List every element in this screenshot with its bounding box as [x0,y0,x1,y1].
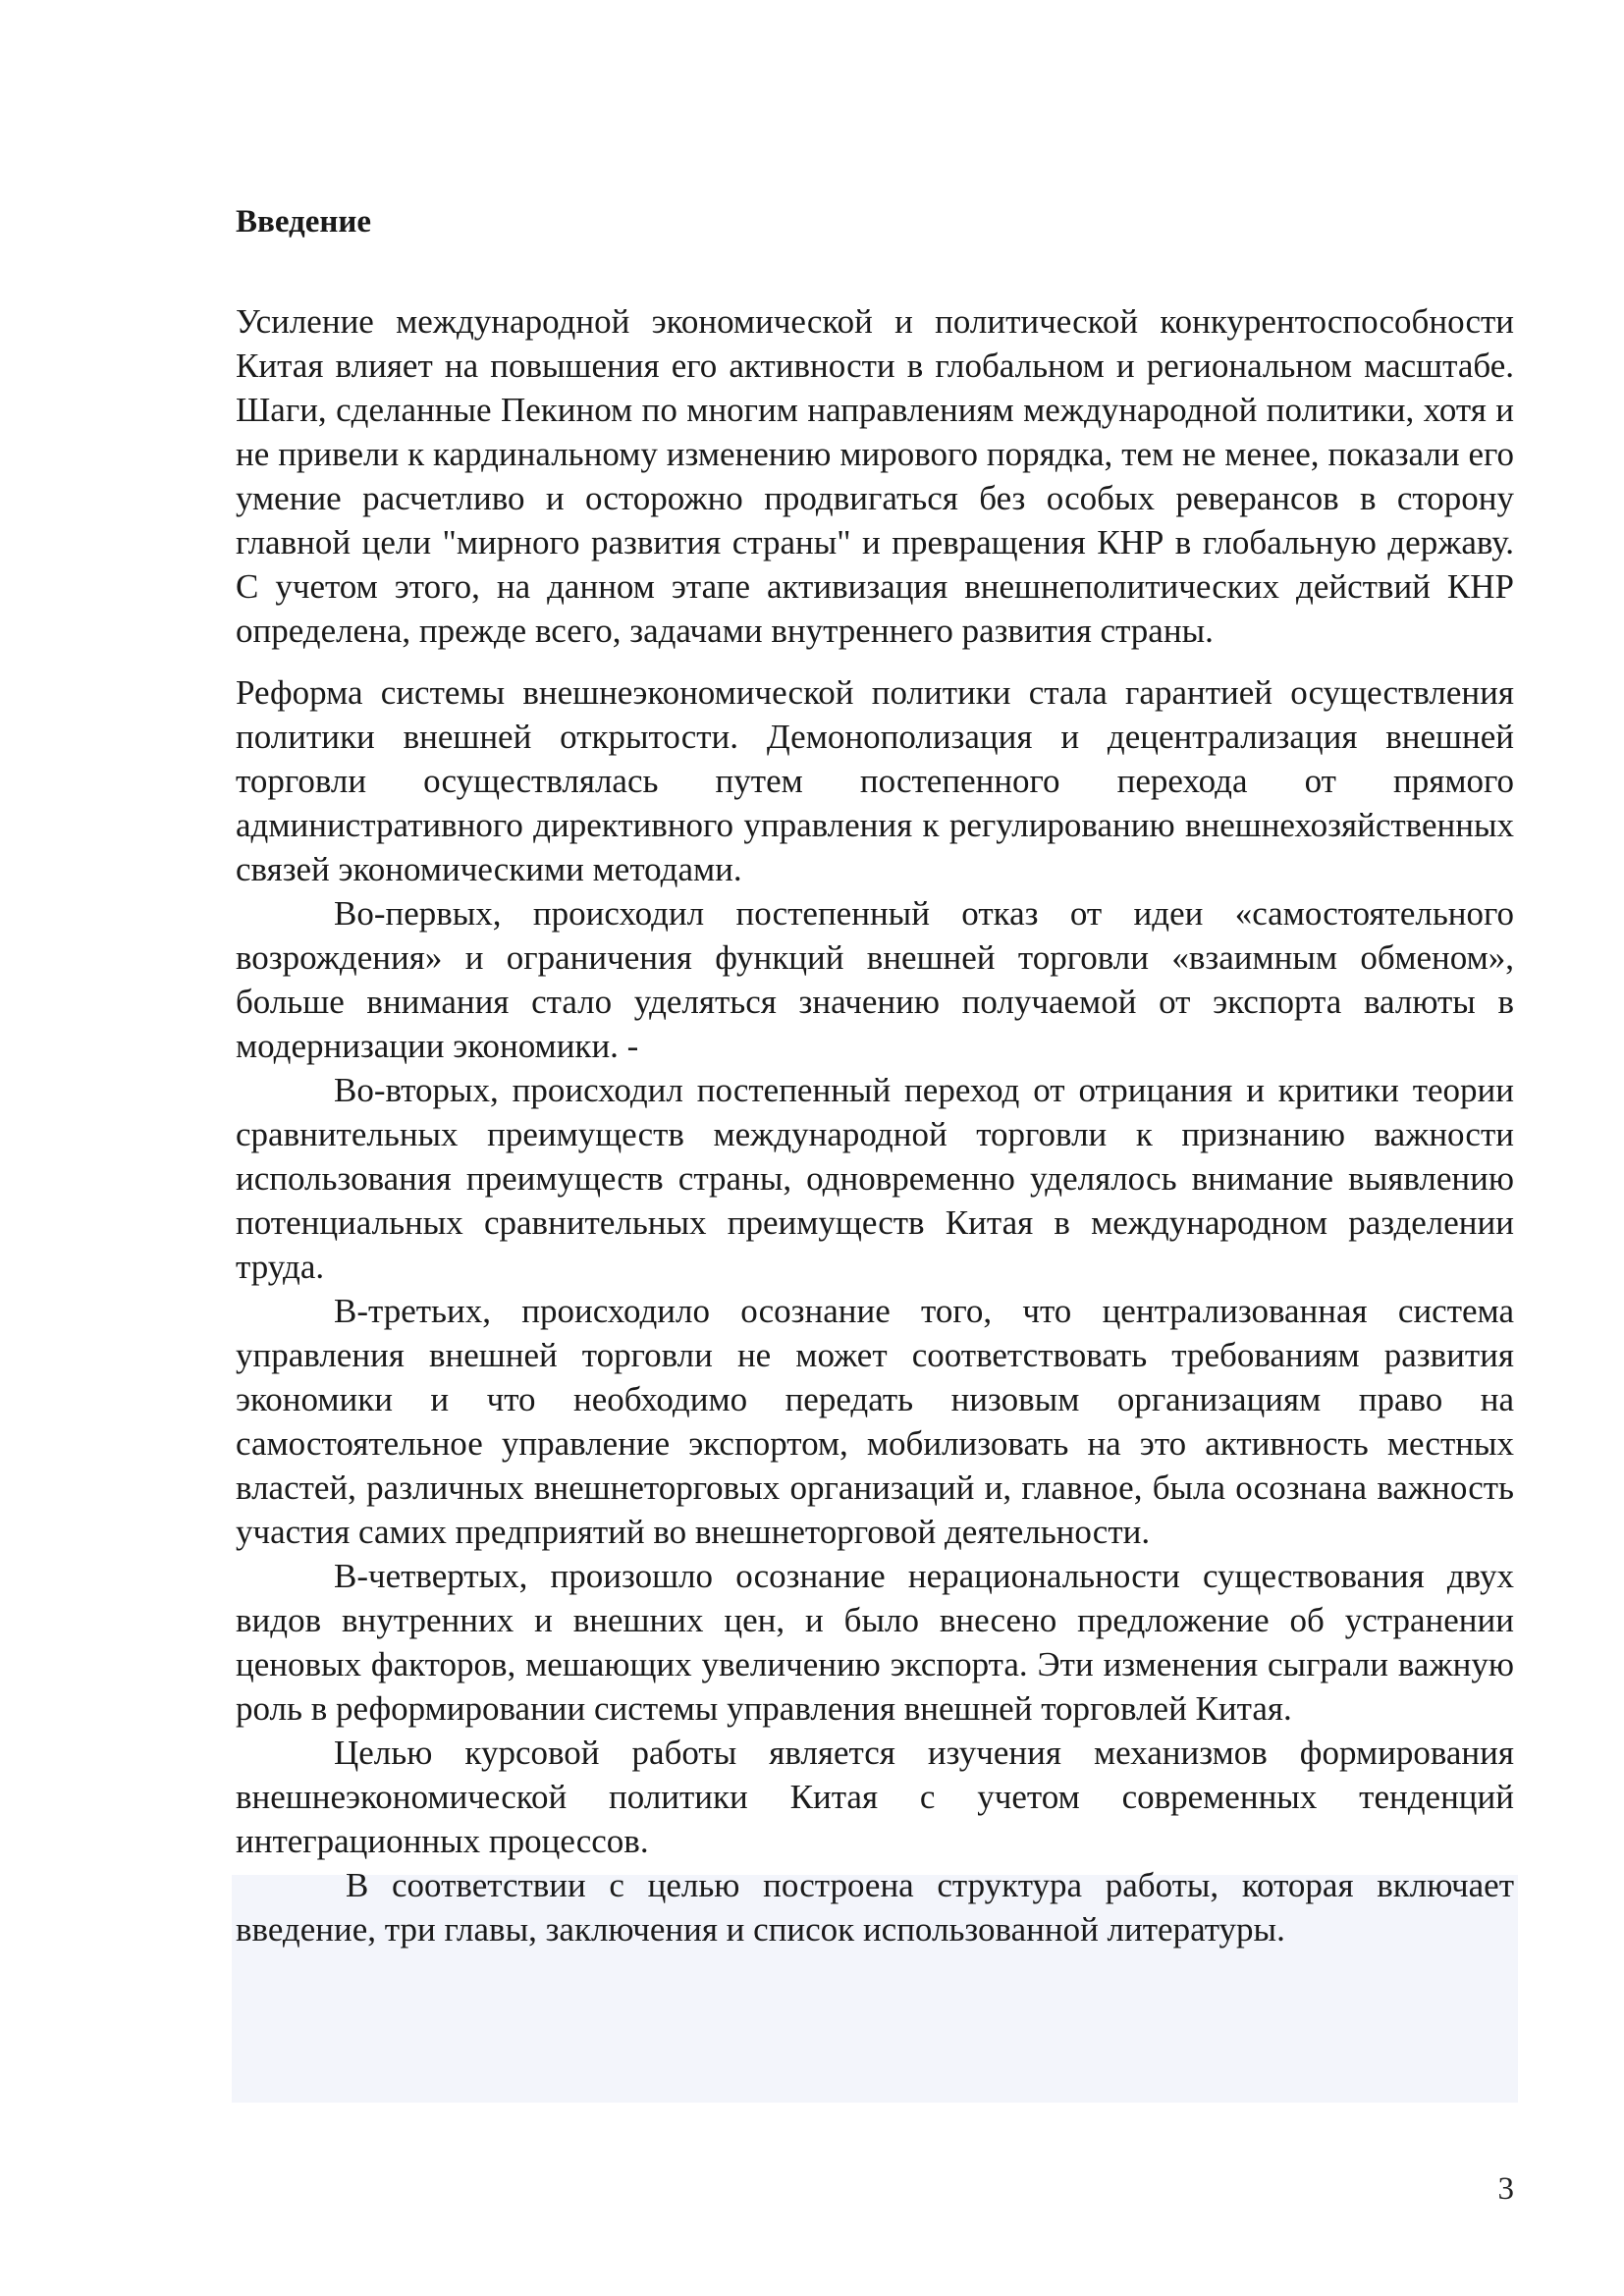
section-heading: Введение [236,204,372,240]
paragraph-reform: Реформа системы внешнеэкономической политики стала гарантией осуществления политики внешней открытости. Демонополизация и децентрализация внешней торговли осуществлялась путем постепенного перехода от прямого административного директивного управления к регулированию внешнехозяйственных связей экономическими методами. [236,673,1514,888]
paragraph-intro: Усиление международной экономической и политической конкурентоспособности Китая влияет на повышения его активности в глобальном и региональном масштабе. Шаги, сделанные Пекином по многим направлениям международной политики, хотя и не привели к кардинальному изменению мирового порядка, тем не менее, показали его умение расчетливо и осторожно продвигаться без особых реверансов в сторону главной цели "мирного развития страны" и превращения КНР в глобальную державу. С учетом этого, на данном этапе активизация внешнеполитических действий КНР определена, прежде всего, задачами внутреннего развития страны. [236,302,1514,650]
paragraph-fourth: В-четвертых, произошло осознание нерациональности существования двух видов внутренних и внешних цен, и было внесено предложение об устранении ценовых факторов, мешающих увеличению экспорта. Эти изменения сыграли важную роль в реформировании системы управления внешней торговлей Китая. [236,1557,1514,1728]
paragraph-second: Во-вторых, происходил постепенный переход от отрицания и критики теории сравнительных преимуществ международной торговли к признанию важности использования преимуществ страны, одновременно уделялось внимание выявлению потенциальных сравнительных преимуществ Китая в международном разделении труда. [236,1071,1514,1286]
paragraph-first: Во-первых, происходил постепенный отказ от идеи «самостоятельного возрождения» и ограничения функций внешней торговли «взаимным обменом», больше внимания стало уделяться значению получаемой от экспорта валюты в модернизации экономики. - [236,894,1514,1065]
body-text [236,299,1514,1951]
paragraph-structure: В соответствии с целью построена структура работы, которая включает введение, три главы, заключения и список использованной литературы. [236,1866,1514,1949]
paragraph-third: В-третьих, происходило осознание того, что централизованная система управления внешней торговли не может соответствовать требованиям развития экономики и что необходимо передать низовым организациям право на самостоятельное управление экспортом, мобилизовать на это активность местных властей, различных внешнеторговых организаций и, главное, была осознана важность участия самих предприятий во внешнеторговой деятельности. [236,1292,1514,1551]
paragraph-goal: Целью курсовой работы является изучения механизмов формирования внешнеэкономической политики Китая с учетом современных тенденций интеграционных процессов. [236,1734,1514,1860]
page-number: 3 [1497,2171,1514,2207]
